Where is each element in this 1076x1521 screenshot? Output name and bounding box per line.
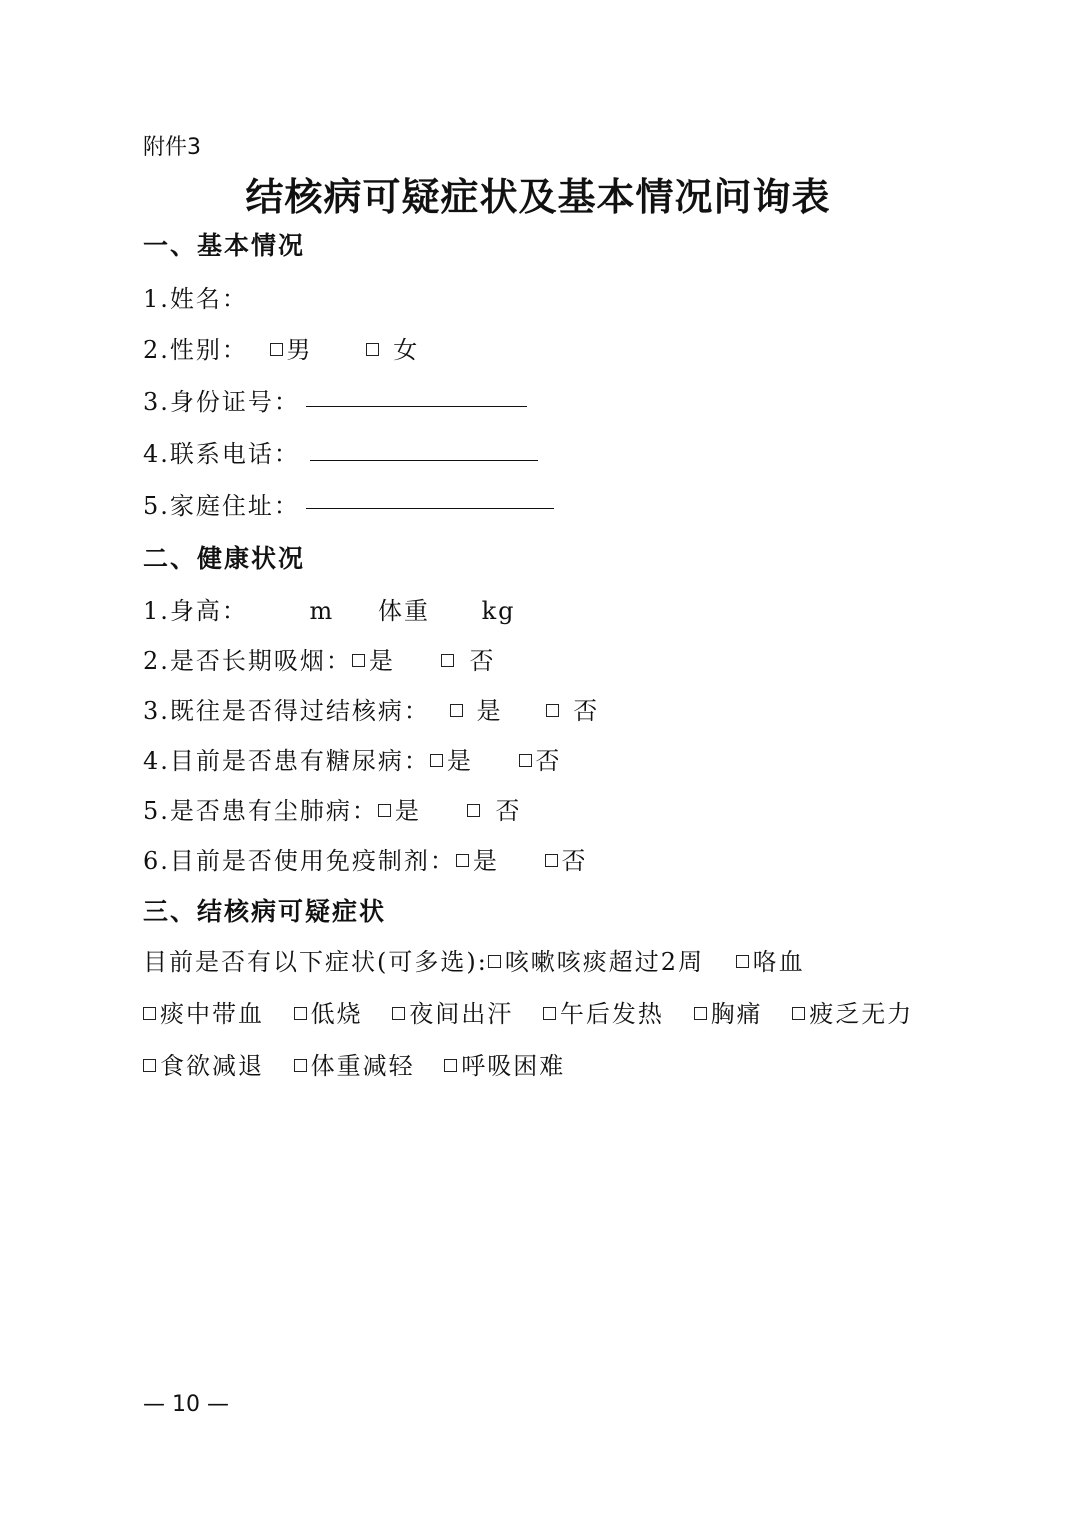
symptom-option[interactable]: 午后发热 xyxy=(543,994,664,1029)
phone-label: 4.联系电话： xyxy=(143,440,300,468)
smoking-question: 2.是否长期吸烟： xyxy=(143,647,352,675)
smoking-row xyxy=(143,641,496,676)
id-label: 3.身份证号： xyxy=(143,388,300,416)
checkbox-icon[interactable] xyxy=(467,804,480,817)
checkbox-icon[interactable] xyxy=(143,1059,156,1072)
checkbox-icon[interactable] xyxy=(488,955,501,968)
checkbox-icon[interactable] xyxy=(456,854,469,867)
checkbox-icon[interactable] xyxy=(366,343,379,356)
pneumoconiosis-yes-option[interactable]: 是 xyxy=(378,791,421,826)
section-symptoms-heading: 三、结核病可疑症状 xyxy=(143,897,387,926)
address-label: 5.家庭住址： xyxy=(143,492,300,520)
tb-history-row xyxy=(143,691,599,726)
weight-unit: kg xyxy=(481,597,516,625)
checkbox-icon[interactable] xyxy=(450,704,463,717)
checkbox-icon[interactable] xyxy=(736,955,749,968)
checkbox-icon[interactable] xyxy=(546,704,559,717)
smoking-no-option[interactable]: 否 xyxy=(441,641,496,676)
phone-field[interactable] xyxy=(310,460,538,461)
symptom-option[interactable]: 呼吸困难 xyxy=(444,1046,565,1081)
symptoms-row-2 xyxy=(143,994,913,1029)
symptoms-prompt: 目前是否有以下症状(可多选): xyxy=(143,948,488,976)
tb-history-no-option[interactable]: 否 xyxy=(546,691,599,726)
checkbox-icon[interactable] xyxy=(378,804,391,817)
symptom-option[interactable]: 痰中带血 xyxy=(143,994,264,1029)
symptom-option[interactable]: 胸痛 xyxy=(694,994,763,1029)
checkbox-icon[interactable] xyxy=(444,1059,457,1072)
symptom-option[interactable]: 咳嗽咳痰超过2周 xyxy=(488,942,704,977)
id-number-field[interactable] xyxy=(306,406,527,407)
checkbox-icon[interactable] xyxy=(543,1007,556,1020)
symptoms-row-1 xyxy=(143,942,805,977)
pneumoconiosis-question: 5.是否患有尘肺病： xyxy=(143,797,378,825)
page-number: — 10 — xyxy=(143,1392,229,1417)
gender-row xyxy=(143,330,419,365)
smoking-yes-option[interactable]: 是 xyxy=(352,641,395,676)
symptom-option[interactable]: 夜间出汗 xyxy=(392,994,513,1029)
attachment-label: 附件3 xyxy=(143,135,201,160)
checkbox-icon[interactable] xyxy=(294,1007,307,1020)
checkbox-icon[interactable] xyxy=(294,1059,307,1072)
immunosuppressant-question: 6.目前是否使用免疫制剂： xyxy=(143,847,456,875)
symptom-option[interactable]: 体重减轻 xyxy=(294,1046,415,1081)
section-health-heading: 二、健康状况 xyxy=(143,544,306,573)
checkbox-icon[interactable] xyxy=(392,1007,405,1020)
checkbox-icon[interactable] xyxy=(441,654,454,667)
height-label: 1.身高： xyxy=(143,597,248,625)
immunosuppressant-yes-option[interactable]: 是 xyxy=(456,841,499,876)
diabetes-question: 4.目前是否患有糖尿病： xyxy=(143,747,430,775)
checkbox-icon[interactable] xyxy=(694,1007,707,1020)
pneumoconiosis-row xyxy=(143,791,522,826)
height-unit: m xyxy=(309,597,335,625)
page-title: 结核病可疑症状及基本情况问询表 xyxy=(245,174,831,219)
symptoms-row-3 xyxy=(143,1046,565,1081)
height-weight-row xyxy=(143,591,516,626)
checkbox-icon[interactable] xyxy=(792,1007,805,1020)
gender-male-option[interactable]: 男 xyxy=(270,330,313,365)
address-field[interactable] xyxy=(306,508,554,509)
name-label: 1.姓名： xyxy=(143,285,248,313)
checkbox-icon[interactable] xyxy=(352,654,365,667)
checkbox-icon[interactable] xyxy=(143,1007,156,1020)
symptom-option[interactable]: 咯血 xyxy=(736,942,805,977)
immunosuppressant-no-option[interactable]: 否 xyxy=(545,841,588,876)
checkbox-icon[interactable] xyxy=(545,854,558,867)
checkbox-icon[interactable] xyxy=(519,754,532,767)
symptom-option[interactable]: 低烧 xyxy=(294,994,363,1029)
tb-history-question: 3.既往是否得过结核病： xyxy=(143,697,430,725)
section-basic-info-heading: 一、基本情况 xyxy=(143,231,306,260)
immunosuppressant-row xyxy=(143,841,588,876)
weight-label: 体重 xyxy=(377,597,430,625)
checkbox-icon[interactable] xyxy=(270,343,283,356)
gender-label: 2.性别： xyxy=(143,336,248,364)
diabetes-row xyxy=(143,741,562,776)
diabetes-no-option[interactable]: 否 xyxy=(519,741,562,776)
pneumoconiosis-no-option[interactable]: 否 xyxy=(467,791,522,826)
gender-female-option[interactable]: 女 xyxy=(366,330,419,365)
diabetes-yes-option[interactable]: 是 xyxy=(430,741,473,776)
tb-history-yes-option[interactable]: 是 xyxy=(450,691,503,726)
checkbox-icon[interactable] xyxy=(430,754,443,767)
name-row xyxy=(143,279,248,314)
symptom-option[interactable]: 食欲减退 xyxy=(143,1046,264,1081)
symptom-option[interactable]: 疲乏无力 xyxy=(792,994,913,1029)
